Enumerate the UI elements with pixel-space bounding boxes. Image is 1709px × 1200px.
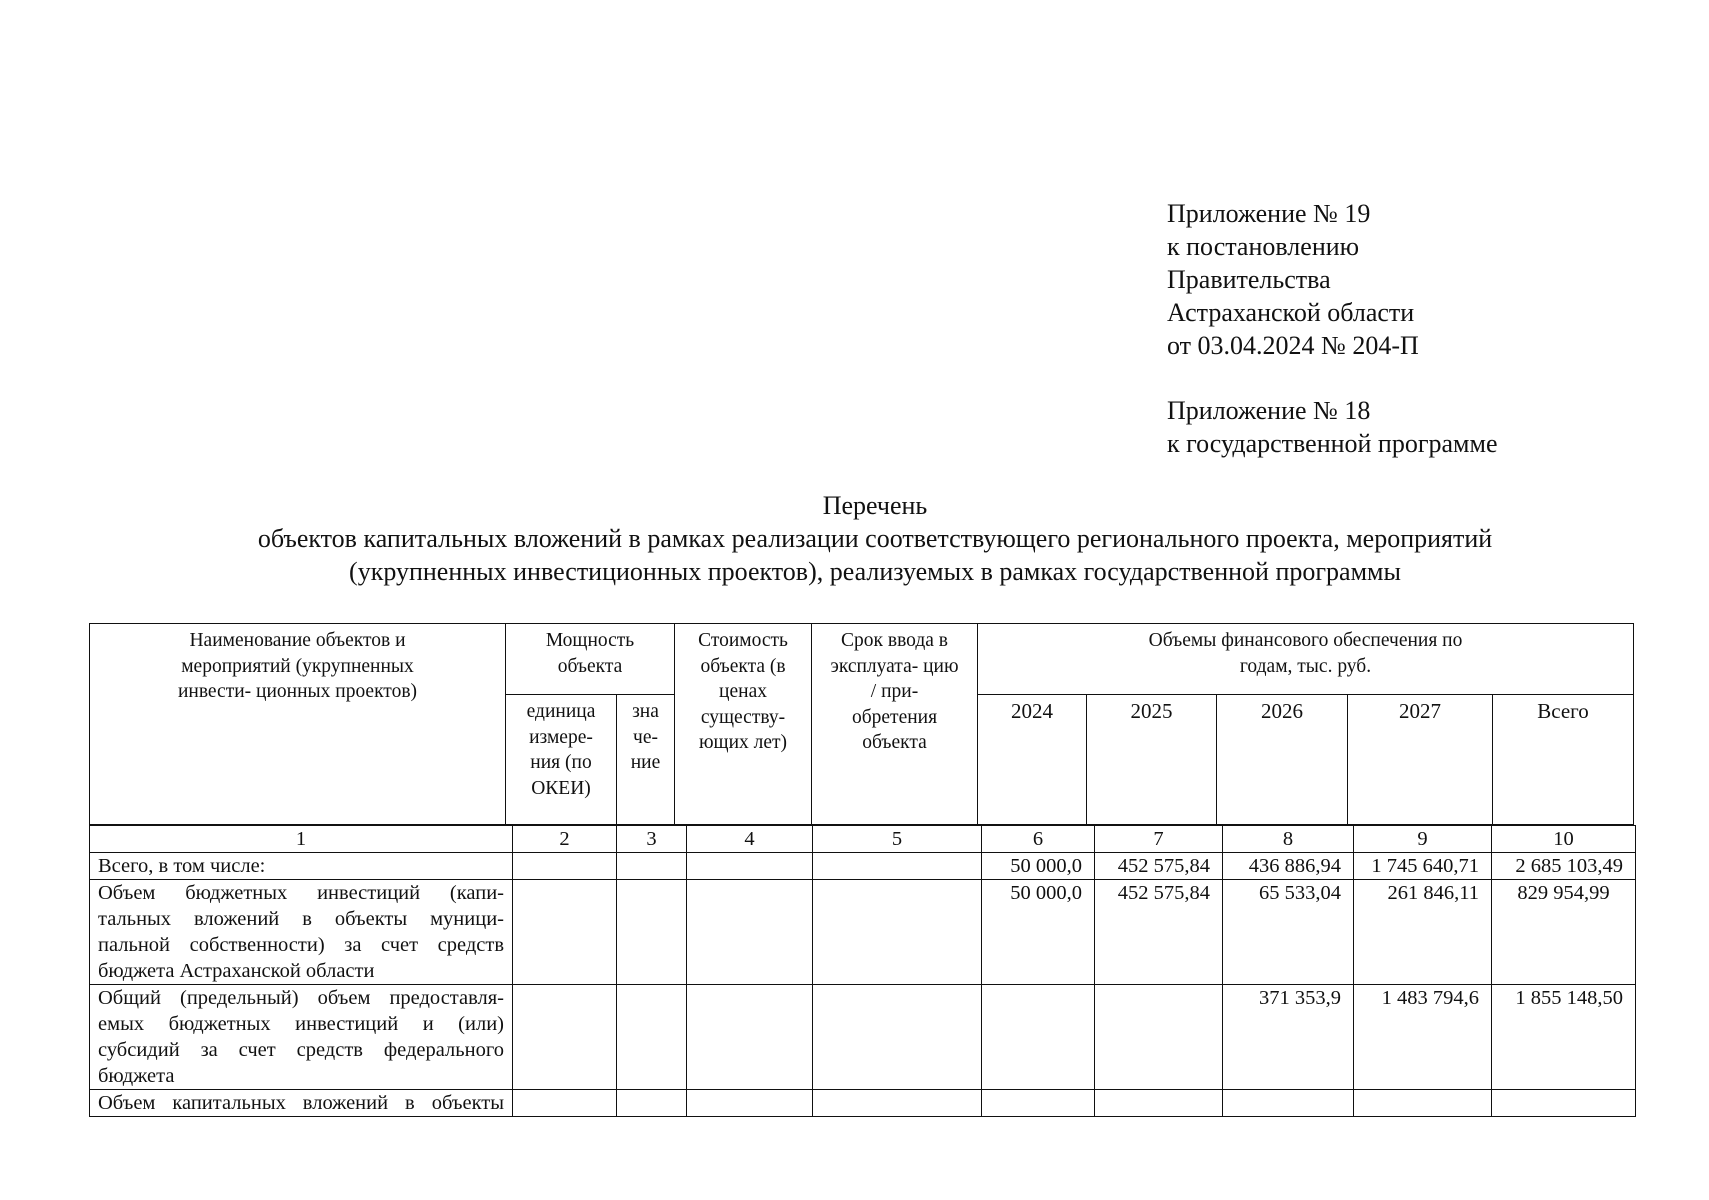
header-year-2024: 2024 [978, 695, 1087, 825]
table-row [90, 1090, 1636, 1117]
cell-2027 [1354, 1090, 1492, 1117]
cell-2025: 452 575,84 [1095, 880, 1223, 985]
header-cost [675, 624, 812, 825]
header-term [812, 624, 978, 825]
cell-total: 1 855 148,50 [1492, 985, 1636, 1090]
column-numbers-row [90, 826, 1636, 853]
cell-total [1492, 1090, 1636, 1117]
row-name-line: тальных вложений в объекты муници- [98, 908, 504, 930]
cell-2024 [982, 985, 1095, 1090]
row-name [90, 985, 513, 1090]
row-name [90, 1090, 513, 1117]
column-number: 1 [90, 826, 513, 853]
column-number: 5 [813, 826, 982, 853]
header-year-2026: 2026 [1217, 695, 1348, 825]
row-name [90, 880, 513, 985]
cell-2025 [1095, 985, 1223, 1090]
header-unit [506, 695, 617, 825]
header-capacity-text: Мощность объекта [545, 630, 635, 677]
column-number: 2 [513, 826, 617, 853]
cell-2027: 1 483 794,6 [1354, 985, 1492, 1090]
cell-2024: 50 000,0 [982, 880, 1095, 985]
header-name-text: Наименование объектов и мероприятий (укрупненных инвести- ционных проектов) [177, 630, 418, 702]
header-name [90, 624, 506, 825]
cell-total: 2 685 103,49 [1492, 853, 1636, 880]
cell-term [813, 880, 982, 985]
appendix-line: Приложение № 19 [1167, 199, 1371, 228]
cell-cost [687, 853, 813, 880]
cell-value [617, 1090, 687, 1117]
cell-2026: 436 886,94 [1223, 853, 1354, 880]
cell-unit [513, 880, 617, 985]
cell-2025: 452 575,84 [1095, 853, 1223, 880]
title-line: (укрупненных инвестиционных проектов), реализуемых в рамках государственной программы [349, 557, 1401, 586]
appendix-19-header [1167, 197, 1419, 362]
cell-term [813, 853, 982, 880]
header-total: Всего [1493, 695, 1634, 825]
header-finance [978, 624, 1634, 695]
header-value [617, 695, 675, 825]
header-finance-text: Объемы финансового обеспечения по годам, тыс. руб. [1148, 630, 1463, 677]
table-row [90, 880, 1636, 985]
cell-cost [687, 880, 813, 985]
title-line: Перечень [822, 491, 928, 520]
cell-2027: 1 745 640,71 [1354, 853, 1492, 880]
appendix-line: Правительства [1167, 265, 1331, 294]
cell-2027: 261 846,11 [1354, 880, 1492, 985]
appendix-18-header [1167, 394, 1498, 460]
column-number: 10 [1492, 826, 1636, 853]
table-row [90, 985, 1636, 1090]
row-name-line: субсидий за счет средств федерального [98, 1039, 504, 1061]
title-line: объектов капитальных вложений в рамках реализации соответствующего регионального проекта, мероприятий [257, 524, 1493, 553]
header-year-2025: 2025 [1087, 695, 1217, 825]
cell-term [813, 1090, 982, 1117]
cell-value [617, 880, 687, 985]
header-cost-text: Стоимость объекта (в ценах существу- ющих лет) [698, 630, 788, 753]
data-table [89, 825, 1636, 1117]
appendix-line: от 03.04.2024 № 204-П [1167, 331, 1419, 360]
column-number: 4 [687, 826, 813, 853]
cell-unit [513, 985, 617, 1090]
appendix-line: к государственной программе [1167, 429, 1498, 458]
header-year-2027: 2027 [1348, 695, 1493, 825]
cell-cost [687, 1090, 813, 1117]
table-header [89, 623, 1634, 825]
header-capacity [506, 624, 675, 695]
cell-unit [513, 1090, 617, 1117]
column-number: 7 [1095, 826, 1223, 853]
header-value-text: зна че- ние [630, 701, 661, 773]
cell-total: 829 954,99 [1492, 880, 1636, 985]
header-unit-text: единица измере- ния (по ОКЕИ) [526, 701, 596, 799]
header-term-text: Срок ввода в эксплуата- цию / при- обретения объекта [830, 630, 959, 753]
cell-value [617, 985, 687, 1090]
table-row [90, 853, 1636, 880]
appendix-line: к постановлению [1167, 232, 1360, 261]
appendix-line: Астраханской области [1167, 298, 1415, 327]
column-number: 9 [1354, 826, 1492, 853]
column-number: 6 [982, 826, 1095, 853]
cell-2024: 50 000,0 [982, 853, 1095, 880]
column-number: 3 [617, 826, 687, 853]
row-name-line: емых бюджетных инвестиций и (или) [98, 1013, 504, 1035]
cell-2025 [1095, 1090, 1223, 1117]
cell-unit [513, 853, 617, 880]
cell-2026: 65 533,04 [1223, 880, 1354, 985]
row-name-line: Объем капитальных вложений в объекты [98, 1092, 504, 1114]
row-name-line: бюджета Астраханской области [98, 960, 375, 982]
document-title [120, 489, 1630, 588]
cell-cost [687, 985, 813, 1090]
appendix-line: Приложение № 18 [1167, 396, 1371, 425]
cell-term [813, 985, 982, 1090]
cell-2026: 371 353,9 [1223, 985, 1354, 1090]
row-name-line: бюджета [98, 1065, 175, 1087]
row-name-line: Всего, в том числе: [98, 855, 266, 877]
row-name-line: Общий (предельный) объем предоставля- [98, 987, 504, 1009]
cell-2024 [982, 1090, 1095, 1117]
cell-value [617, 853, 687, 880]
row-name-line: пальной собственности) за счет средств [98, 934, 504, 956]
row-name [90, 853, 513, 880]
row-name-line: Объем бюджетных инвестиций (капи- [98, 882, 504, 904]
column-number: 8 [1223, 826, 1354, 853]
cell-2026 [1223, 1090, 1354, 1117]
